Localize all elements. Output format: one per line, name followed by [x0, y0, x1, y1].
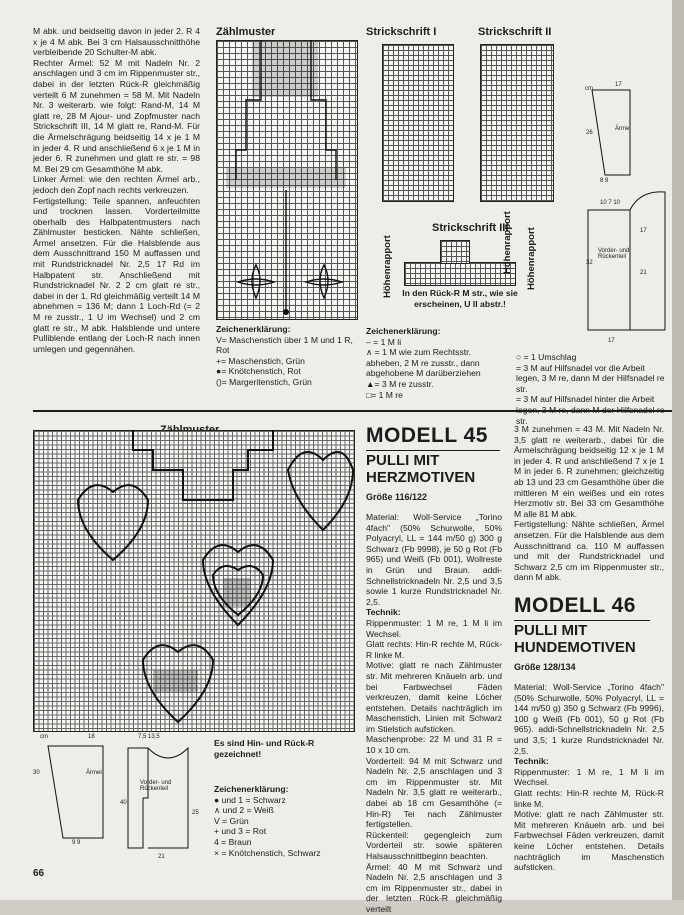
chart-grid-strickschrift-3	[404, 262, 516, 286]
modell-45-title-2: HERZMOTIVEN	[366, 469, 476, 486]
legend-item: V = Grün	[214, 815, 249, 826]
body-top-label: 7,5 13,5	[138, 734, 160, 740]
instructions-column-top-left	[33, 26, 200, 354]
paragraph: Material: Woll-Service „Torino 4fach" (50% Schurwolle, 50% Polyacryl, LL = 144 m/50 g) 300 g Schwarz (Fb 9998), je 50 g Rot (Fb 965) und Weiß (Fb 001), Wollreste in Grün und Braun. addi-Schnellstricknadeln Nr. 2,5 und 3,5 sowie 1 kurze Rundstricknadel Nr. 2,5.	[366, 512, 502, 607]
rueck-r-note: In den Rück-R M str., wie sie erscheinen, U ll abstr.!	[402, 288, 518, 309]
modell-46-label: MODELL 46	[514, 594, 636, 617]
modell-46-title-2: HUNDEMOTIVEN	[514, 639, 636, 656]
body-h2-label: 32	[586, 260, 593, 266]
sleeve-name-label: Ärmel	[86, 770, 102, 776]
heart-motifs	[33, 430, 353, 730]
strickschrift-1-title: Strickschrift I	[366, 26, 437, 38]
body-top-label: 10 7 10	[600, 200, 621, 206]
hoehenrapport-label-right: Höhenrapport	[526, 227, 537, 290]
legend-item: ○ = 1 Umschlag	[516, 352, 577, 362]
legend-item: × = Knötchenstich, Schwarz	[214, 847, 321, 858]
modell-46-size: Größe 128/134	[514, 662, 576, 672]
legend-item: ▲= 3 M re zusstr.	[366, 378, 434, 389]
legend-title: Zeichenerklärung:	[214, 784, 289, 794]
sleeve-bottom-label: 9 9	[72, 840, 81, 846]
paragraph: Rückenteil: gegengleich zum Vorderteil str. sowie späteren Halsausschnittbeginn beachten.	[366, 829, 502, 861]
legend-item: ● und 1 = Schwarz	[214, 794, 286, 805]
body-h1-label: 40	[120, 800, 127, 806]
paragraph: Rippenmuster: 1 M re, 1 M li im Wechsel.	[366, 617, 502, 639]
legend-item: 4 = Braun	[214, 836, 252, 847]
modell-45-title-1: PULLI MIT	[366, 452, 440, 469]
paragraph: Motive: glatt re nach Zählmuster str. Mit mehreren Knäueln arb. und bei Farbwechsel Fäden verkreuzen, damit keine Löcher entstehen. Details nachträglich im Maschenstich aufsticken.	[514, 809, 664, 873]
body-h3-label: 21	[640, 270, 647, 276]
legend-top-right	[516, 352, 668, 426]
paragraph: Motive: glatt re nach Zählmuster str. Mit mehreren Knäueln arb. und bei Farbwechsel Fäden verkreuzen, damit keine Löcher entstehen. Details nachträglich im Maschenstich, Linien mit Schwarz im Stielstich aufsticken.	[366, 660, 502, 734]
chart-grid-strickschrift-2	[480, 44, 554, 202]
paragraph: M abk. und beidseitig davon in jeder 2. R 4 x je 4 M abk. Bei 3 cm Halsausschnitthöhe verbleibende 20 Schulter-M abk.	[33, 26, 200, 58]
instructions-column-bottom-right	[514, 424, 664, 583]
next-page-edge	[672, 0, 684, 900]
strickschrift-2-title: Strickschrift II	[478, 26, 552, 38]
sleeve-bottom-label: 8 9	[600, 178, 609, 184]
sleeve-height-label: 26	[586, 130, 593, 136]
modell-45-rule	[366, 450, 500, 451]
strickschrift-3-title: Strickschrift III	[432, 222, 509, 234]
body-bottom-label: 21	[158, 854, 165, 860]
modell-45-size: Größe 116/122	[366, 492, 428, 502]
zaehlmuster-title-top: Zählmuster	[216, 26, 276, 38]
paragraph: Linker Ärmel: wie den rechten Ärmel arb., jedoch den Zopf nach rechts verkreuzen.	[33, 174, 200, 195]
paragraph: Rippenmuster: 1 M re, 1 M li im Wechsel.	[514, 766, 664, 788]
modell-46-title-1: PULLI MIT	[514, 622, 588, 639]
hin-rueck-note: Es sind Hin- und Rück-R gezeichnet!	[214, 738, 315, 759]
paragraph: Vorderteil: 94 M mit Schwarz und Nadeln Nr. 2,5 anschlagen und 3 cm im Rippenmuster str. Mit Nadeln Nr. 3,5 glatt re weiterarb., dabei ab 18 cm Gesamthöhe (= Hin-R) Tei nach Zählmuster fertigstellen.	[366, 755, 502, 830]
paragraph: Ärmel: 40 M mit Schwarz und Nadeln Nr. 2,5 anschlagen und 3 cm im Rippenmuster str., dabei in der letzten Rück-R gleichmäßig verteilt	[366, 861, 502, 914]
modell-45-instructions	[366, 512, 502, 915]
paragraph: Fertigstellung: Nähte schließen, Ärmel ansetzen. Für die Halsblende aus dem Ausschnittrand ca. 110 M auffassen und mit der Rundstricknadel und Schwarz 2,5 cm im Rippenmuster str., dann M abk.	[514, 519, 664, 583]
legend-item: V= Maschenstich über 1 M und 1 R, Rot	[216, 334, 353, 356]
body-h2-label: 25	[192, 810, 199, 816]
hoehenrapport-label-middle: Höhenrapport	[502, 211, 513, 274]
paragraph: Technik:	[366, 607, 401, 618]
legend-title: Zeichenerklärung:	[366, 326, 441, 336]
body-h1-label: 17	[640, 228, 647, 234]
legend-item: += Maschenstich, Grün	[216, 355, 305, 366]
legend-item: ∧ = 1 M wie zum Rechtsstr. abheben, 2 M re zusstr., dann abgehobene M darüberziehen	[366, 347, 481, 379]
page-number: 66	[33, 868, 45, 879]
paragraph: 3 M zunehmen = 43 M. Mit Nadeln Nr. 3,5 glatt re weiterarb., dabei für die Ärmelschrägung beidseitig 12 x je 1 M in jeder 4. R und anschließend 7 x je 1 M in jeder 6. R zunehmen; gleichzeitig ab 13 und 23 cm Gesamthöhe über die mittleren M ein weißes und ein rotes Herzmotiv str. Bei 33 cm Gesamthöhe M alle 81 M abk.	[514, 424, 664, 519]
legend-title: Zeichenerklärung:	[216, 324, 291, 334]
body-name-label: Vorder- und Rückenteil	[140, 780, 172, 792]
legend-top-left	[216, 324, 356, 388]
paragraph: Technik:	[514, 756, 549, 767]
sleeve-cm-label: cm	[585, 86, 593, 92]
embroidery-motif	[216, 40, 356, 318]
sleeve-cm-label: cm	[40, 734, 48, 740]
sleeve-width-label: 17	[615, 82, 622, 88]
paragraph: Maschenprobe: 22 M und 31 R = 10 x 10 cm.	[366, 734, 502, 756]
sleeve-schematic-top	[580, 80, 670, 340]
modell-46-rule	[514, 620, 650, 621]
paragraph: Fertigstellung: Teile spannen, anfeuchten und trocknen lassen. Vorderteilmitte oberhalb des Halbpatentmusters nach Zählmuster besticken. Nähte schließen, Ärmel ansetzen. Für die Halsblende aus dem Ausschnittrand 150 M auffassen und mit Rundstricknadel Nr. 2,5 17 Rd im Halbpatent str. Anschließend mit Rundstricknadel Nr. 2 2 cm glatt re str., dabei in der 1. Rd gleichmäßig verteilt 14 M abnehmen = 136 M; dann 1 Loch-Rd (= 2 M re zusstr., 1 U im Wechsel) und 2 cm glatt re str., M abk. Halsblende und untere Pulliblende entlang der Loch-R nach innen umlegen und gegennähen.	[33, 195, 200, 354]
legend-item: – = 1 M li	[366, 336, 402, 347]
hoehenrapport-label-left: Höhenrapport	[382, 235, 393, 298]
legend-item: □= 1 M re	[366, 389, 403, 400]
legend-bottom	[214, 784, 354, 858]
sleeve-height-label: 30	[33, 770, 40, 776]
modell-45-label: MODELL 45	[366, 424, 488, 447]
paragraph: Glatt rechts: Hin-R rechte M, Rück-R linke M.	[514, 787, 664, 809]
legend-item: = 3 M auf Hilfsnadel hinter die Arbeit str.	[516, 394, 655, 426]
sleeve-width-label: 18	[88, 734, 95, 740]
legend-top-middle	[366, 326, 506, 400]
body-name-label: Vorder- und Rückenteil	[598, 248, 630, 260]
legend-item: + und 3 = Rot	[214, 826, 267, 837]
modell-46-instructions	[514, 682, 664, 873]
chart-grid-strickschrift-3-top	[440, 240, 470, 264]
body-bottom-label: 17	[608, 338, 615, 344]
paragraph: Rechter Ärmel: 52 M mit Nadeln Nr. 2 anschlagen und 3 cm im Rippenmuster str., dabei in der letzten Rück-R gleichmäßig verteilt 6 M zunehmen = 58 M. Mit Nadeln Nr. 3 weiterarb. wie folgt: Rand-M, 14 M glatt re, 28 M Ajour- und Zopfmuster nach Strickschrift III, 14 M glatt re, Rand-M. Für die Ärmelschrägung beidseitig 14 x je 1 M in jeder 4. R und anschließend 6 x je 1 M in jeder 6. R zunehmen und glatt re str. = 98 M. Bei 29 cm Gesamthöhe M abk.	[33, 57, 200, 174]
paragraph: Material: Woll-Service „Torino 4fach" (50% Schurwolle, 50% Polyacryl, LL = 144 m/50 g) 350 g Schwarz (Fb 9996), 100 g Weiß (Fb 001), 50 g Rot (Fb 965). addi-Schnellstricknadeln Nr. 2,5 und 3,5; 1 kurze Rundstricknadel Nr. 2,5.	[514, 682, 664, 756]
section-divider	[33, 410, 672, 412]
legend-item: = 3 M auf Hilfsnadel vor die Arbeit legen, 3 M re, dann M der Hilfsnadel re str.	[516, 362, 665, 394]
legend-item: ()= Margeritenstich, Grün	[216, 376, 312, 387]
paragraph: Glatt rechts: Hin-R rechte M, Rück-R linke M.	[366, 639, 502, 660]
legend-item: ●= Knötchenstich, Rot	[216, 366, 301, 377]
sleeve-name-label: Ärmel	[615, 126, 631, 132]
legend-item: ∧ und 2 = Weiß	[214, 805, 274, 816]
chart-grid-strickschrift-1	[382, 44, 454, 202]
